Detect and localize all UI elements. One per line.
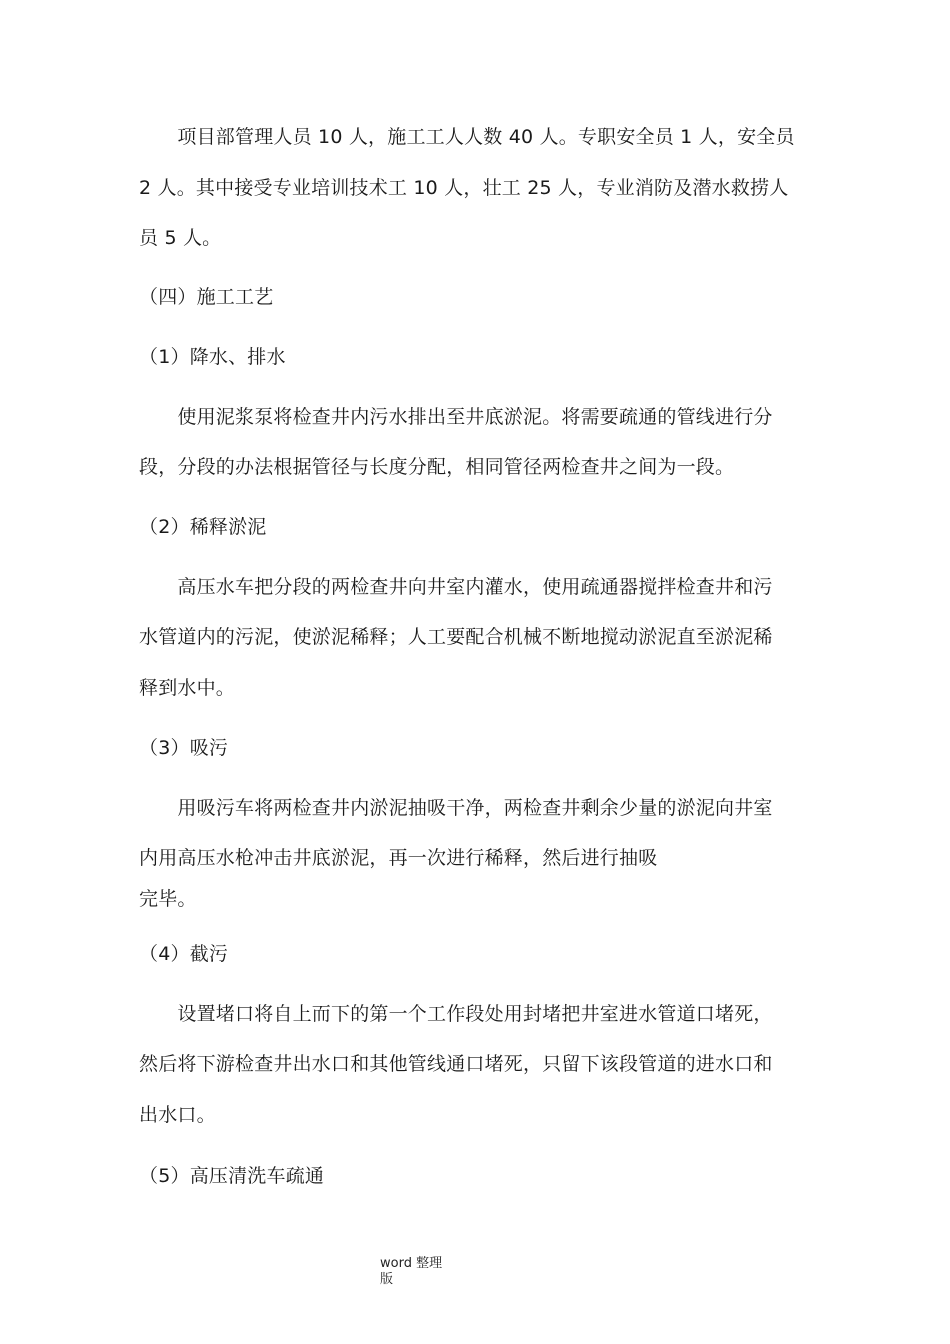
paragraph-line: 内用高压水枪冲击井底淤泥，再一次进行稀释，然后进行抽吸: [139, 847, 658, 869]
subsection-heading: （2）稀释淤泥: [139, 516, 267, 538]
subsection-heading: （3）吸污: [139, 737, 229, 759]
subsection-heading: （4）截污: [139, 943, 229, 965]
paragraph-line: 员 5 人。: [139, 227, 222, 249]
paragraph-line: 设置堵口将自上而下的第一个工作段处用封堵把井室进水管道口堵死，: [139, 1003, 773, 1025]
subsection-heading: （5）高压清洗车疏通: [139, 1165, 325, 1187]
paragraph-line: 释到水中。: [139, 677, 236, 699]
paragraph-line: 2 人。其中接受专业培训技术工 10 人，壮工 25 人，专业消防及潜水救捞人: [139, 177, 789, 199]
paragraph-line: 段，分段的办法根据管径与长度分配，相同管径两检查井之间为一段。: [139, 456, 735, 478]
section-heading: （四）施工工艺: [139, 286, 274, 308]
paragraph-line: 出水口。: [139, 1104, 216, 1126]
footer-text: 版: [380, 1272, 394, 1287]
paragraph-line: 水管道内的污泥，使淤泥稀释；人工要配合机械不断地搅动淤泥直至淤泥稀: [139, 626, 773, 648]
paragraph-line: 然后将下游检查井出水口和其他管线通口堵死，只留下该段管道的进水口和: [139, 1053, 773, 1075]
paragraph-line: 完毕。: [139, 888, 197, 910]
subsection-heading: （1）降水、排水: [139, 346, 286, 368]
footer-text: word 整理: [380, 1256, 443, 1271]
paragraph-line: 项目部管理人员 10 人，施工工人人数 40 人。专职安全员 1 人，安全员: [139, 126, 795, 148]
paragraph-line: 高压水车把分段的两检查井向井室内灌水，使用疏通器搅拌检查井和污: [139, 576, 773, 598]
paragraph-line: 用吸污车将两检查井内淤泥抽吸干净，两检查井剩余少量的淤泥向井室: [139, 797, 773, 819]
paragraph-line: 使用泥浆泵将检查井内污水排出至井底淤泥。将需要疏通的管线进行分: [139, 406, 773, 428]
